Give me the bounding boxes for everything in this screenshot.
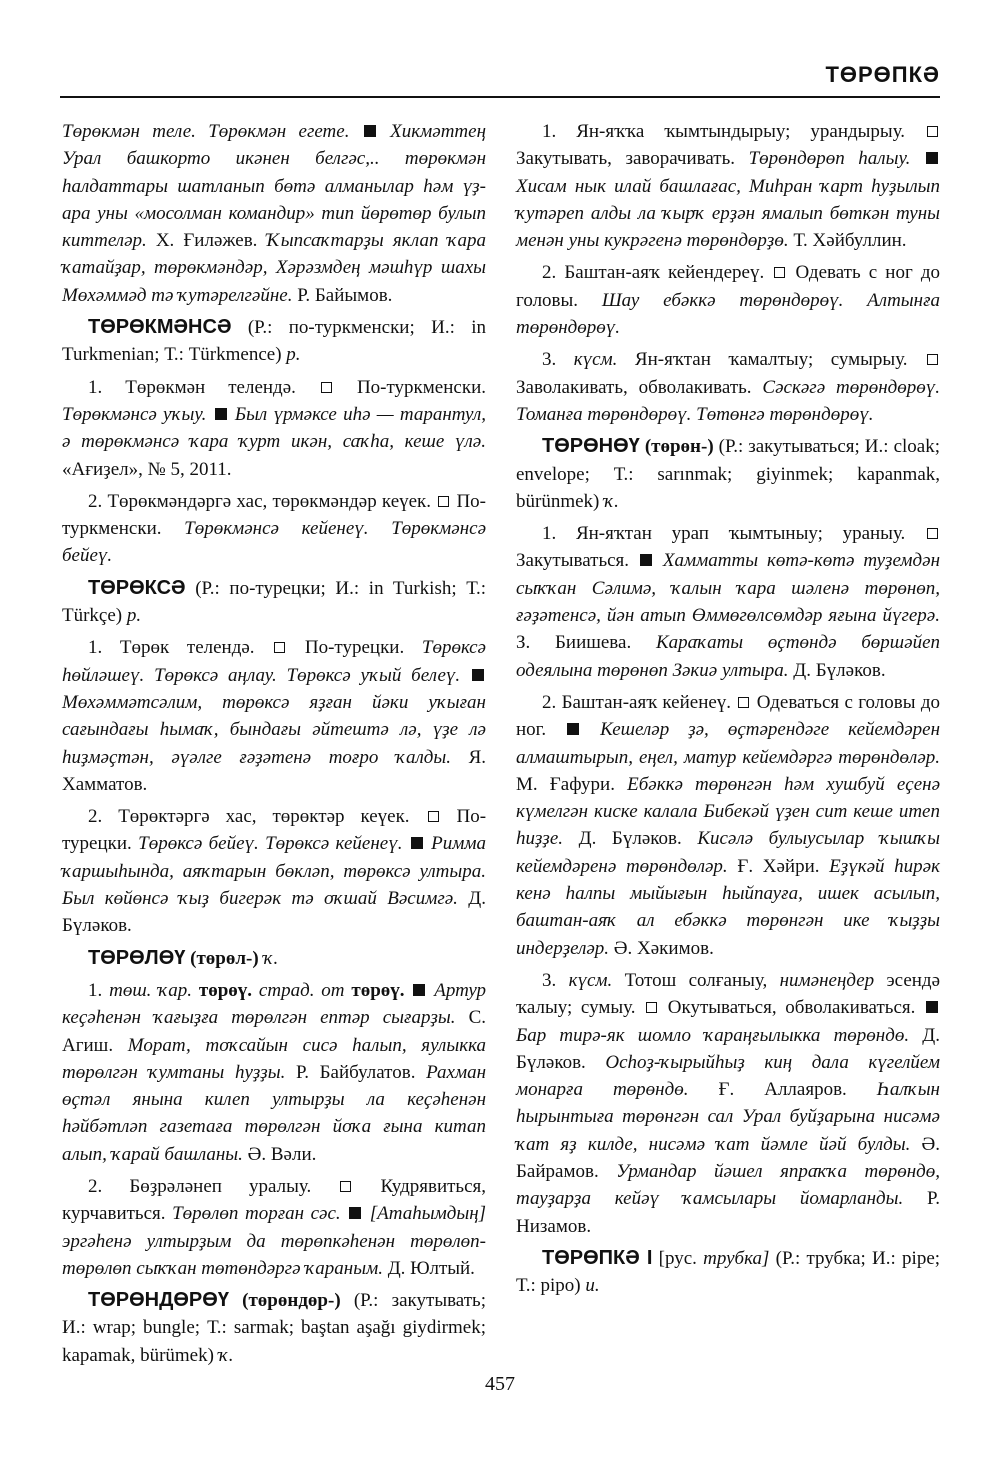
example-marker-icon <box>567 723 579 735</box>
example-marker-icon <box>413 984 425 996</box>
sense: 1. Ян-яҡтан урап ҡымтыныу; ураныу. Закутываться. Хамматты көтә-көтә туҙемдән сыҡҡан Сәлимә, ҡалын ҡара шәленә төрөнөп, ғәҙәтенсә, йән атып Өммөгөлсөмдәр яғына йүгерә. З. Биишева. Караҡаты өҫтөндә бөршәйеп одеялына төрөнөп Зәкиә ултыра. Д. Бүләков. <box>516 523 941 681</box>
example-marker-icon <box>472 669 484 681</box>
sense: 1. Ян-яҡҡа ҡымтындырыу; урандырыу. Закутывать, заворачивать. Төрөндөрөп һалыу. Хисам нык илай башлағас, Миһран ҡарт һуҙылып ҡутәреп алды ла ҡырҡ ерҙән ямалып бөткән туны менән уны кукрәгенә төрөндөрҙө. Т. Хәйбуллин. <box>516 121 940 252</box>
translation-marker-icon <box>738 697 749 708</box>
right-column <box>516 118 940 1304</box>
entry-paragraph: Төрөкмән теле. Төрөкмән егете. Хикмәттең Урал башкорто икәнен белгәс,.. төрөкмән һалдаттары шатланып бөтә алманылар һәм үҙ-ара уны «мосолман командир» тип йөрөтөр булып киттеләр. Х. Ғиләжев. Ҡыпсаҡтарҙы яклап ҡара ҡатайҙар, төрөкмәндәр, Хәрәзмдең мәшһүр шахы Мөхәммәд тә ҡутәрелгәйне. Р. Байымов. <box>62 121 487 306</box>
example-marker-icon <box>364 125 376 137</box>
translation-marker-icon <box>927 528 938 539</box>
example-marker-icon <box>411 837 423 849</box>
translation-marker-icon <box>646 1002 657 1013</box>
running-header <box>60 60 940 98</box>
headword-entry: ТӨРӨПКӘ I [рус. трубка] (Р.: трубка; И.: pipe; Т.: pipo) и. <box>516 1246 941 1297</box>
example-marker-icon <box>926 1001 938 1013</box>
sense: 2. Баштан-аяҡ кейенеү. Одеваться с головы до ног. Кешеләр ҙә, өҫтәрендәге кейемдәрен алмаштырып, еңел, матур кейемдәргә төрөндөләр. М. Ғафури. Ебәккә төрөнгән һәм хушбуй еҫенә күмелгән киске калала Бибекәй үҙен сит кеше итеп һиҙҙе. Д. Бүләков. Кисәлә булыусылар ҡышҡы кейемдәренә төрөндөләр. Ғ. Хәйри. Еҙүкәй һирәк кенә һалпы мыйығын һыйпауға, ишек асылып, баштан-аяҡ ал ебәккә төрөнгән ике ҡыҙҙы индерҙеләр. Ә. Хәкимов. <box>516 691 941 959</box>
translation-marker-icon <box>321 382 332 393</box>
example-marker-icon <box>215 408 227 420</box>
headword-entry: ТӨРӨНДӨРӨҮ (төрөндөр-) (Р.: закутывать; И.: wrap; bungle; Т.: sarmak; baştan aşağı giydirmek; kapamak, bürümek) ҡ. <box>62 1289 486 1366</box>
running-head-title: ТӨРӨПКӘ <box>825 62 940 87</box>
sense: 1. Төрөкмән телендә. По-туркменски. Төрөкмәнсә уҡыу. Был үрмәксе иһә — тарантул, ә төрөкмәнсә ҡара ҡурт икән, саҡһа, кеше үлә. «Ағиҙел», № 5, 2011. <box>62 376 486 480</box>
translation-marker-icon <box>927 126 938 137</box>
headword-entry: ТӨРӨНӨҮ (төрөн-) (Р.: закутываться; И.: cloak; envelope; Т.: sarınmak; giyinmek; kapanmak, bürünmek) ҡ. <box>516 435 940 512</box>
sense: 2. Бөҙрәләнеп уралыу. Кудрявиться, курчавиться. Төрөлөп торған сәс. [Атаһымдың] эргәһенә ултырҙым да төрөпкәһенән төрөлөп-төрөлөп сыҡҡан төтөндәргә ҡараным. Д. Юлтый. <box>62 1175 487 1279</box>
headword-entry: ТӨРӨЛӨҮ (төрөл-) ҡ. <box>88 946 279 969</box>
page-number: 457 <box>485 1373 515 1395</box>
left-column <box>62 118 486 1374</box>
headword-entry: ТӨРӨКМӘНСӘ (Р.: по-туркменски; И.: in Turkmenian; Т.: Türkmence) р. <box>62 316 486 366</box>
sense: 2. Баштан-аяҡ кейендереү. Одевать с ног до головы. Шау ебәккә төрөндөрөү. Алтынға төрөндөрөү. <box>516 262 941 339</box>
example-marker-icon <box>926 152 938 164</box>
sense: 3. күсм. Тотош солғаныу, нимәнеңдер эсендә ҡалыу; сумыу. Окутываться, обволакиваться. Бар тирә-як шомло ҡараңғылыкка төрөндө. Д. Бүләков. Осһоҙ-ҡырыйһыҙ киң дала күгелйем монарға төрөндө. Ғ. Аллаяров. Һалҡын һырынтыға төрөнгән сал Урал буйҙарына нисәмә ҡат яҙ килде, нисәмә ҡат йәмле йәй булды. Ә. Байрамов. Урмандар йәшел япраҡҡа төрөндө, тауҙарҙа кейәү ҡамсылары йомарланды. Р. Низамов. <box>516 969 941 1237</box>
headword: ТӨРӨПКӘ I <box>542 1246 653 1269</box>
translation-marker-icon <box>340 1181 351 1192</box>
translation-marker-icon <box>438 496 449 507</box>
translation-marker-icon <box>428 811 439 822</box>
translation-marker-icon <box>927 354 938 365</box>
sense: 3. күсм. Ян-яҡтан ҡамалтыу; сумырыу. Заволакивать, обволакивать. Сәскәгә төрөндөрөү. Томанға төрөндөрөү. Төтөнгә төрөндөрөү. <box>516 349 940 425</box>
translation-marker-icon <box>774 267 785 278</box>
sense: 1. төш. ҡар. төрөү. страд. от төрөү. Артур кеҫәһенән ҡағыҙға төрөлгән ептәр сығарҙы. С. Агиш. Морат, тоҡсайын сисә һалып, яулыкка төрөлгән ҡумтаны һуҙҙы. Р. Байбулатов. Рахман өҫтәл янына килеп ултырҙы ла кеҫәһенән һәйбәтләп газетаға төрөлгән йоҡа ғына китап алып, ҡарай башланы. Ә. Вәли. <box>62 979 487 1165</box>
sense: 2. Төрөкмәндәргә хас, төрөкмәндәр кеүек. По-туркменски. Төрөкмәнсә кейенеү. Төрөкмәнсә бейеү. <box>62 490 487 567</box>
translation-marker-icon <box>274 642 285 653</box>
headword: ТӨРӨНДӨРӨҮ <box>88 1289 229 1312</box>
sense: 2. Төрөктәргә хас, төрөктәр кеүек. По-турецки. Төрөксә бейеү. Төрөксә кейенеү. Римма ҡаршыһында, аяҡтарын бөкләп, төрөксә ултыра. Был көйөнсә ҡыҙ бигерәк тә оҡшай Вәсимгә. Д. Бүләков. <box>62 806 487 937</box>
example-marker-icon <box>640 554 652 566</box>
headword: ТӨРӨКСӘ <box>88 576 186 599</box>
sense: 1. Төрөк телендә. По-турецки. Төрөксә һөйләшеү. Төрөксә аңлау. Төрөксә уҡый белеү. Мөхәммәтсәлим, төрөксә яҙған йәки уҡыған сағындағы һымаҡ, бындағы әйтештә лә, үҙе лә һиҙмәҫтән, әүәлге ғәҙәтенә тоғро ҡалды. Я. Хамматов. <box>62 637 486 795</box>
example-marker-icon <box>349 1207 361 1219</box>
headword: ТӨРӨЛӨҮ <box>88 946 186 969</box>
headword: ТӨРӨКМӘНСӘ <box>88 316 232 339</box>
headword-entry: ТӨРӨКСӘ (Р.: по-турецки; И.: in Turkish; Т.: Türkçe) р. <box>62 576 486 627</box>
headword: ТӨРӨНӨҮ <box>542 435 640 458</box>
